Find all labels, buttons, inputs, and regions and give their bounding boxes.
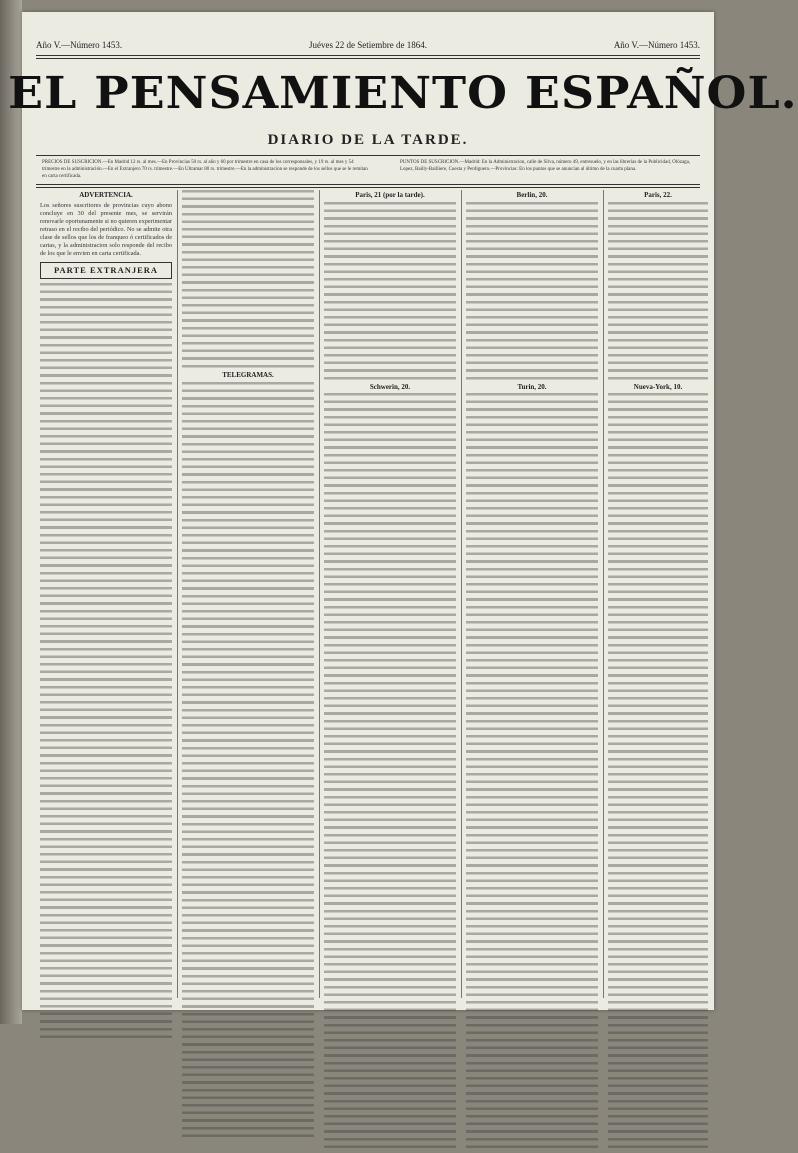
dateline-nueva-york: Nueva-York, 10.: [633, 382, 683, 391]
top-rule: [36, 55, 700, 56]
column-divider-4: [603, 190, 604, 998]
section-heading-box: [40, 262, 172, 280]
column-4: [466, 190, 598, 990]
column-divider-3: [461, 190, 462, 998]
issue-date: Juéves 22 de Setiembre de 1864.: [309, 40, 427, 50]
subscription-prices: PRECIOS DE SUSCRICION.—En Madrid 12 rs. al mes.—En Provincias 50 rs. al año y 60 por trimestre en casa de los corresponsales, y 19 rs. al mes y 54 trimestre en la administración.—En el Extranjero 70 rs. trimestre.—En Ultramar 80 rs. trimestre.—En la administracion se responde de los sellos que se le remitan en carta certificada.: [42, 160, 368, 179]
column-2: [182, 190, 314, 990]
paper-edge: [0, 0, 22, 1024]
column-1-text: [40, 283, 172, 1043]
terms-bottom-rule-2: [36, 187, 700, 188]
issue-number-right: Año V.—Número 1453.: [613, 40, 700, 50]
column-5-text: [608, 393, 708, 1153]
dateline-paris-22: Paris, 22.: [644, 191, 672, 199]
column-1: [40, 190, 172, 990]
masthead-subtitle: DIARIO DE LA TARDE.: [267, 132, 469, 148]
telegramas-heading: TELEGRAMAS.: [222, 371, 274, 379]
dateline-turin: Turin, 20.: [517, 382, 547, 391]
column-divider-1: [177, 190, 178, 998]
terms-top-rule: [36, 155, 700, 156]
dateline-schwerin: Schwerin, 20.: [369, 382, 411, 391]
dateline-paris-21: Paris, 21 (por la tarde).: [355, 191, 425, 199]
subscription-points: PUNTOS DE SUSCRICION.—Madrid: En la Administracion, calle de Silva, número 49, entresuelo, y en las librerías de la Publicidad, Olózaga, Lopez, Bailly-Bailliere, Cuesta y Perdiguero.—Provincias: En los puntos que se anuncian al último de la cuarta plana.: [400, 160, 691, 172]
column-4-text-top: [466, 202, 598, 382]
top-rule-2: [36, 58, 700, 59]
advertencia-text: Los señores suscritores de provincias cuyo abono concluye en 30 del presente mes, se servirán renovarle oportunamente si no quieren experimentar retraso en el recibo del periódico. No se admite otra clase de sellos que los de franqueo ó certificados de cartas, y la administracion solo responde del recibo de los que le envien en carta certificada.: [40, 201, 173, 257]
column-3-text-top: [324, 202, 456, 382]
column-2-text: [182, 382, 314, 1142]
column-5: [608, 190, 708, 990]
column-3: [324, 190, 456, 990]
column-divider-2: [319, 190, 320, 998]
issue-line: [36, 40, 700, 50]
column-4-text: [466, 393, 598, 1153]
column-2-text-top: [182, 190, 314, 370]
issue-number-left: Año V.—Número 1453.: [36, 40, 123, 50]
terms-bottom-rule: [36, 184, 700, 185]
column-5-text-top: [608, 202, 708, 382]
section-heading: PARTE EXTRANJERA: [53, 264, 159, 275]
dateline-berlin: Berlin, 20.: [516, 191, 548, 199]
newspaper-page: [8, 12, 798, 1010]
column-3-text: [324, 393, 456, 1153]
masthead-title: EL PENSAMIENTO ESPAÑOL.: [8, 68, 798, 119]
advertencia-heading: ADVERTENCIA.: [79, 191, 133, 199]
